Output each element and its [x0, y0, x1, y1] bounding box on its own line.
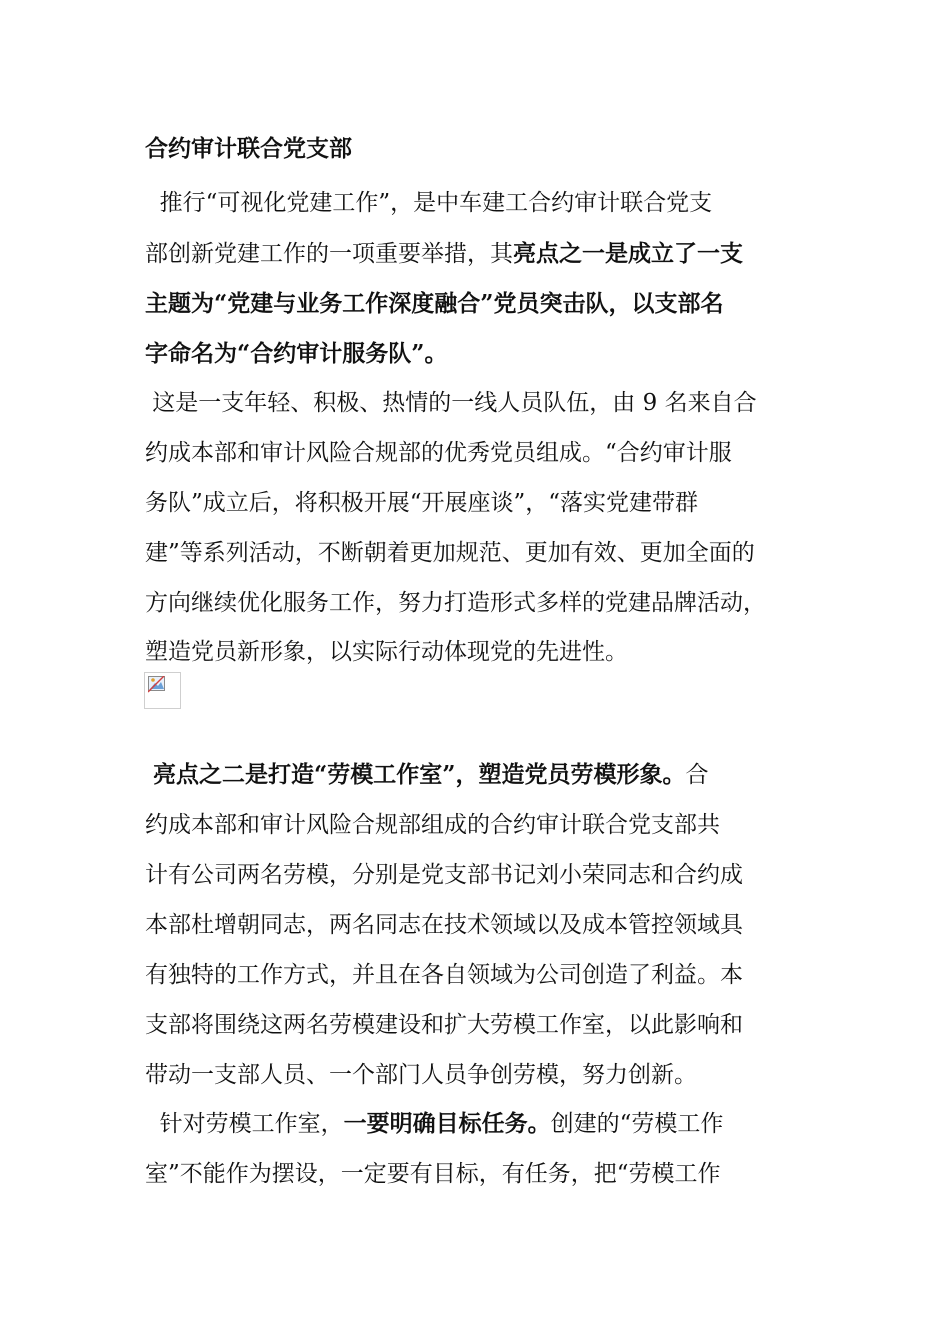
text-run: 合	[685, 762, 709, 788]
text-line-p2-l3	[145, 485, 698, 521]
text-line-p2-l2	[145, 435, 732, 471]
bold-text-run: 主题为“党建与业务工作深度融合”党员突击队，以支部名	[145, 290, 724, 317]
bold-text-run: 一要明确目标任务。	[343, 1110, 551, 1137]
text-line-p2-l6	[145, 634, 628, 670]
bold-text-run: 亮点之一是成立了一支	[513, 240, 743, 267]
text-run: 塑造党员新形象，以实际行动体现党的先进性。	[145, 639, 628, 665]
text-run: 方向继续优化服务工作，努力打造形式多样的党建品牌活动，	[145, 590, 766, 616]
text-run: 有独特的工作方式，并且在各自领域为公司创造了利益。本	[145, 962, 743, 988]
broken-image-icon	[144, 672, 181, 709]
bold-text-run: 字命名为“合约审计服务队”。	[145, 340, 448, 367]
text-run: 创建的“劳模工作	[550, 1111, 724, 1137]
text-line-p3-l5	[145, 957, 743, 993]
text-run: 部创新党建工作的一项重要举措，其	[145, 241, 513, 267]
text-run: 本部杜增朝同志，两名同志在技术领域以及成本管控领域具	[145, 912, 743, 938]
text-line-p3-l4	[145, 907, 743, 943]
text-run: 约成本部和审计风险合规部的优秀党员组成。“合约审计服	[145, 440, 732, 466]
text-run: 室”不能作为摆设，一定要有目标，有任务，把“劳模工作	[145, 1161, 721, 1187]
text-line-p1-l4	[145, 336, 447, 372]
text-line-p1-l2	[145, 236, 743, 272]
bold-text-run: 亮点之二是打造“劳模工作室”，塑造党员劳模形象。	[145, 761, 686, 788]
text-line-p4-l2	[145, 1156, 721, 1192]
text-line-p3-l3	[145, 857, 743, 893]
text-run: 计有公司两名劳模，分别是党支部书记刘小荣同志和合约成	[145, 862, 743, 888]
text-line-p1-l3	[145, 286, 723, 322]
text-line-p4-l1	[145, 1106, 723, 1142]
text-line-p3-l7	[145, 1057, 697, 1093]
text-run: 务队”成立后，将积极开展“开展座谈”，“落实党建带群	[145, 490, 699, 516]
text-run: 这是一支年轻、积极、热情的一线人员队伍，由 9 名来自合	[145, 390, 757, 416]
text-line-p2-l5	[145, 585, 766, 621]
section-heading: 合约审计联合党支部	[145, 135, 352, 162]
text-run: 支部将围绕这两名劳模建设和扩大劳模工作室，以此影响和	[145, 1012, 743, 1038]
text-line-p3-l1	[145, 757, 708, 793]
text-line-p3-l2	[145, 807, 720, 843]
text-line-p2-l1	[145, 385, 757, 421]
text-run: 建”等系列活动，不断朝着更加规范、更加有效、更加全面的	[145, 540, 755, 566]
text-run: 约成本部和审计风险合规部组成的合约审计联合党支部共	[145, 812, 720, 838]
text-line-p3-l6	[145, 1007, 743, 1043]
text-run: 针对劳模工作室，	[145, 1111, 344, 1137]
text-line-p1-l1	[145, 185, 712, 221]
text-run: 推行“可视化党建工作”，是中车建工合约审计联合党支	[145, 190, 713, 216]
text-run: 带动一支部人员、一个部门人员争创劳模，努力创新。	[145, 1062, 697, 1088]
broken-image-glyph	[148, 676, 170, 694]
text-line-p2-l4	[145, 535, 755, 571]
